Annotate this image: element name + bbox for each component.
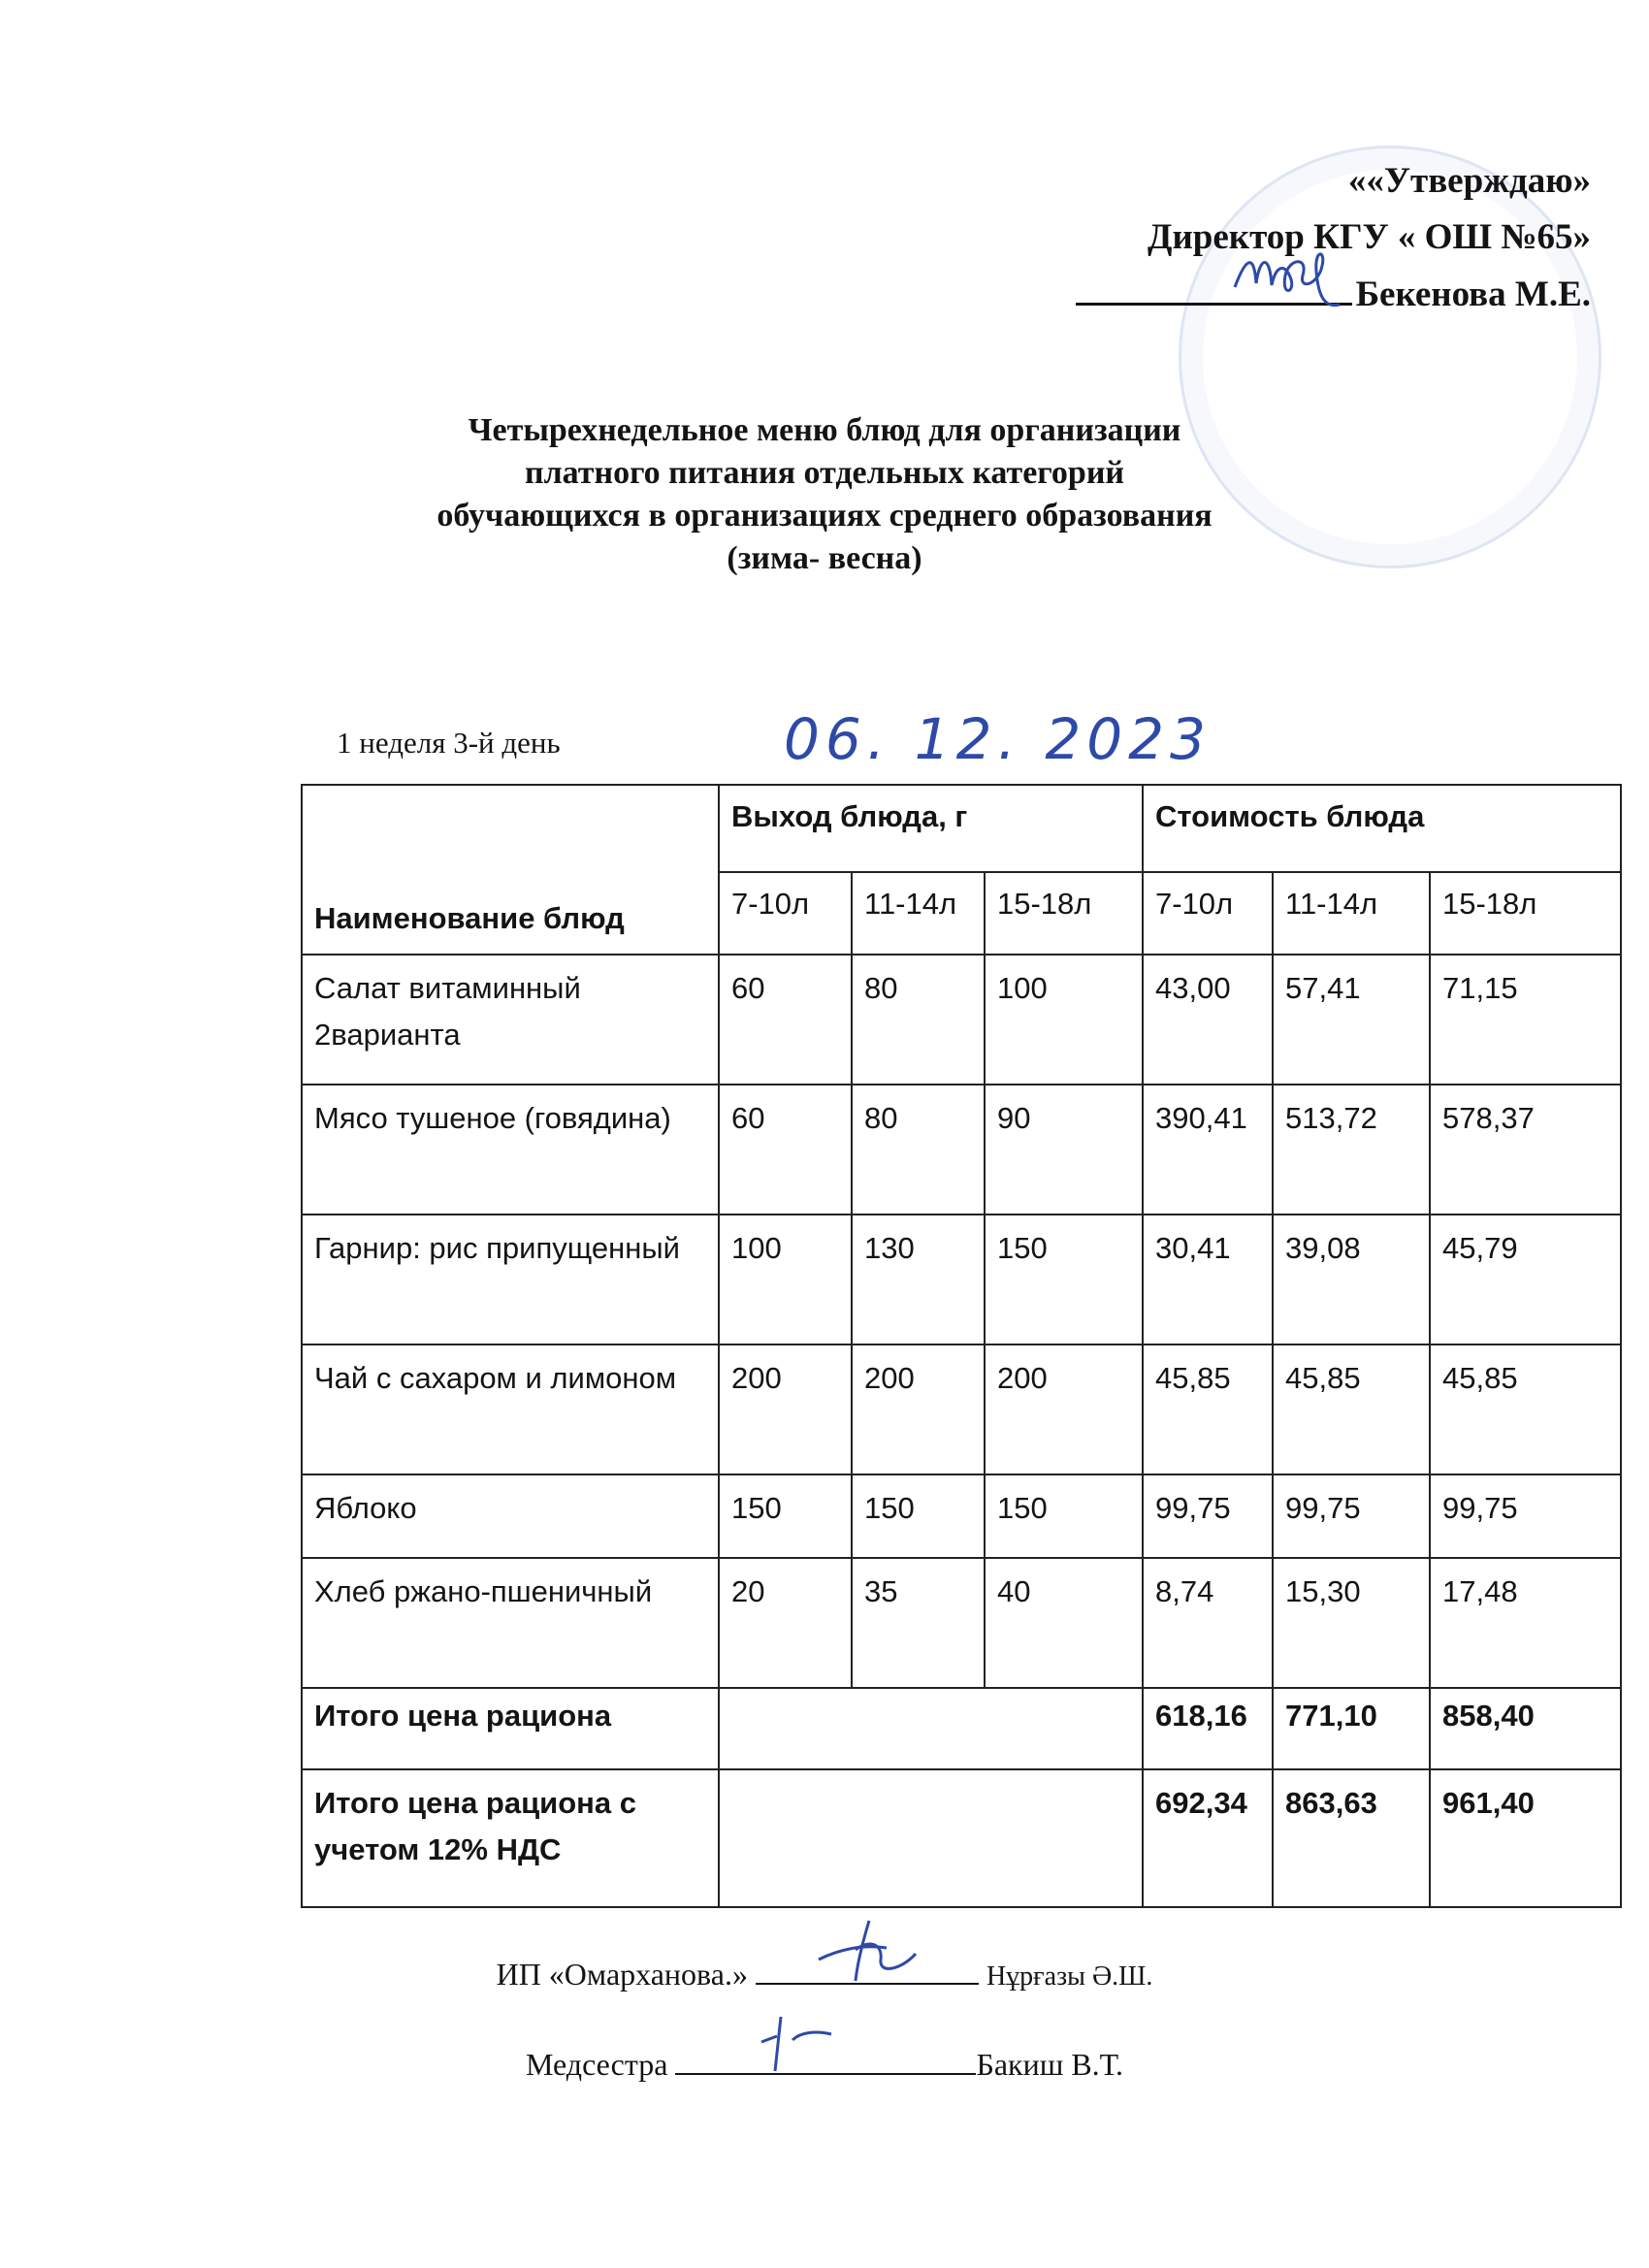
cost-cell: 390,41	[1143, 1085, 1273, 1215]
nurse-signature-row	[0, 2040, 1649, 2083]
yield-cell: 60	[719, 1085, 852, 1215]
yield-cell: 80	[852, 955, 985, 1085]
nurse-signature-line	[675, 2040, 976, 2075]
cost-cell: 45,79	[1430, 1215, 1621, 1345]
table-row	[302, 1215, 1621, 1345]
total-label: Итого цена рациона	[302, 1688, 719, 1769]
cost-cell: 578,37	[1430, 1085, 1621, 1215]
header-dish-name: Наименование блюд	[302, 785, 719, 955]
title-line-1: Четырехнедельное меню блюд для организации	[468, 412, 1181, 448]
supplier-signature-row	[0, 1950, 1649, 1993]
cost-cell: 17,48	[1430, 1558, 1621, 1688]
approval-position: Директор КГУ « ОШ №65»	[1148, 217, 1591, 257]
cost-cell: 57,41	[1273, 955, 1430, 1085]
yield-cell: 40	[985, 1558, 1143, 1688]
yield-cell: 200	[852, 1345, 985, 1474]
director-name: Бекенова М.Е.	[1355, 275, 1591, 314]
yield-cell: 20	[719, 1558, 852, 1688]
cost-cell: 71,15	[1430, 955, 1621, 1085]
week-label: 1 неделя 3-й день	[337, 726, 561, 760]
header-age: 7-10л	[1143, 872, 1273, 955]
approval-heading: ««Утверждаю»	[1347, 161, 1591, 201]
total-empty-cell	[719, 1688, 1143, 1769]
header-age: 15-18л	[1430, 872, 1621, 955]
yield-cell: 150	[985, 1474, 1143, 1558]
total-row	[302, 1688, 1621, 1769]
cost-cell: 15,30	[1273, 1558, 1430, 1688]
yield-cell: 35	[852, 1558, 985, 1688]
cost-cell: 39,08	[1273, 1215, 1430, 1345]
total-vat-value: 692,34	[1143, 1769, 1273, 1907]
supplier-signature-line	[756, 1950, 979, 1985]
header-age: 7-10л	[719, 872, 852, 955]
yield-cell: 150	[985, 1215, 1143, 1345]
dish-name: Мясо тушеное (говядина)	[302, 1085, 719, 1215]
title-line-2: платного питания отдельных категорий	[525, 455, 1124, 491]
yield-cell: 100	[719, 1215, 852, 1345]
total-vat-label: Итого цена рациона с учетом 12% НДС	[302, 1769, 719, 1907]
total-value: 858,40	[1430, 1688, 1621, 1769]
dish-name: Гарнир: рис припущенный	[302, 1215, 719, 1345]
cost-cell: 99,75	[1430, 1474, 1621, 1558]
table-row	[302, 1474, 1621, 1558]
table-row	[302, 1345, 1621, 1474]
total-vat-row	[302, 1769, 1621, 1907]
supplier-signature-icon	[809, 1911, 935, 1989]
cost-cell: 45,85	[1143, 1345, 1273, 1474]
table-header-row	[302, 785, 1621, 872]
handwritten-date: 06. 12. 2023	[784, 706, 1212, 772]
total-value: 771,10	[1273, 1688, 1430, 1769]
total-empty-cell	[719, 1769, 1143, 1907]
director-signature-line	[1076, 266, 1352, 306]
cost-cell: 45,85	[1273, 1345, 1430, 1474]
dish-name: Салат витаминный 2варианта	[302, 955, 719, 1085]
yield-cell: 150	[852, 1474, 985, 1558]
yield-cell: 200	[719, 1345, 852, 1474]
yield-cell: 60	[719, 955, 852, 1085]
nurse-label: Медсестра	[525, 2047, 668, 2082]
approval-block	[1076, 153, 1591, 323]
total-vat-value: 961,40	[1430, 1769, 1621, 1907]
cost-cell: 30,41	[1143, 1215, 1273, 1345]
header-age: 15-18л	[985, 872, 1143, 955]
yield-cell: 100	[985, 955, 1143, 1085]
header-cost: Стоимость блюда	[1143, 785, 1621, 872]
total-vat-value: 863,63	[1273, 1769, 1430, 1907]
document-title	[0, 409, 1649, 580]
header-age: 11-14л	[1273, 872, 1430, 955]
menu-table	[301, 784, 1622, 1908]
cost-cell: 8,74	[1143, 1558, 1273, 1688]
yield-cell: 150	[719, 1474, 852, 1558]
cost-cell: 513,72	[1273, 1085, 1430, 1215]
cost-cell: 43,00	[1143, 955, 1273, 1085]
yield-cell: 90	[985, 1085, 1143, 1215]
nurse-signature-icon	[748, 2007, 845, 2075]
cost-cell: 45,85	[1430, 1345, 1621, 1474]
supplier-label: ИП «Омарханова.»	[496, 1957, 748, 1992]
dish-name: Чай с сахаром и лимоном	[302, 1345, 719, 1474]
cost-cell: 99,75	[1143, 1474, 1273, 1558]
title-line-3: обучающихся в организациях среднего образования	[436, 498, 1212, 534]
table-row	[302, 1085, 1621, 1215]
total-value: 618,16	[1143, 1688, 1273, 1769]
nurse-name: Бакиш В.Т.	[976, 2047, 1124, 2082]
approval-signature-row	[1076, 266, 1591, 323]
director-signature-icon	[1231, 237, 1357, 314]
title-line-4: (зима- весна)	[727, 540, 922, 576]
header-yield: Выход блюда, г	[719, 785, 1143, 872]
cost-cell: 99,75	[1273, 1474, 1430, 1558]
yield-cell: 130	[852, 1215, 985, 1345]
table-row	[302, 1558, 1621, 1688]
header-age: 11-14л	[852, 872, 985, 955]
yield-cell: 200	[985, 1345, 1143, 1474]
yield-cell: 80	[852, 1085, 985, 1215]
dish-name: Яблоко	[302, 1474, 719, 1558]
table-row	[302, 955, 1621, 1085]
dish-name: Хлеб ржано-пшеничный	[302, 1558, 719, 1688]
supplier-name: Нұрғазы Ә.Ш.	[986, 1961, 1153, 1992]
